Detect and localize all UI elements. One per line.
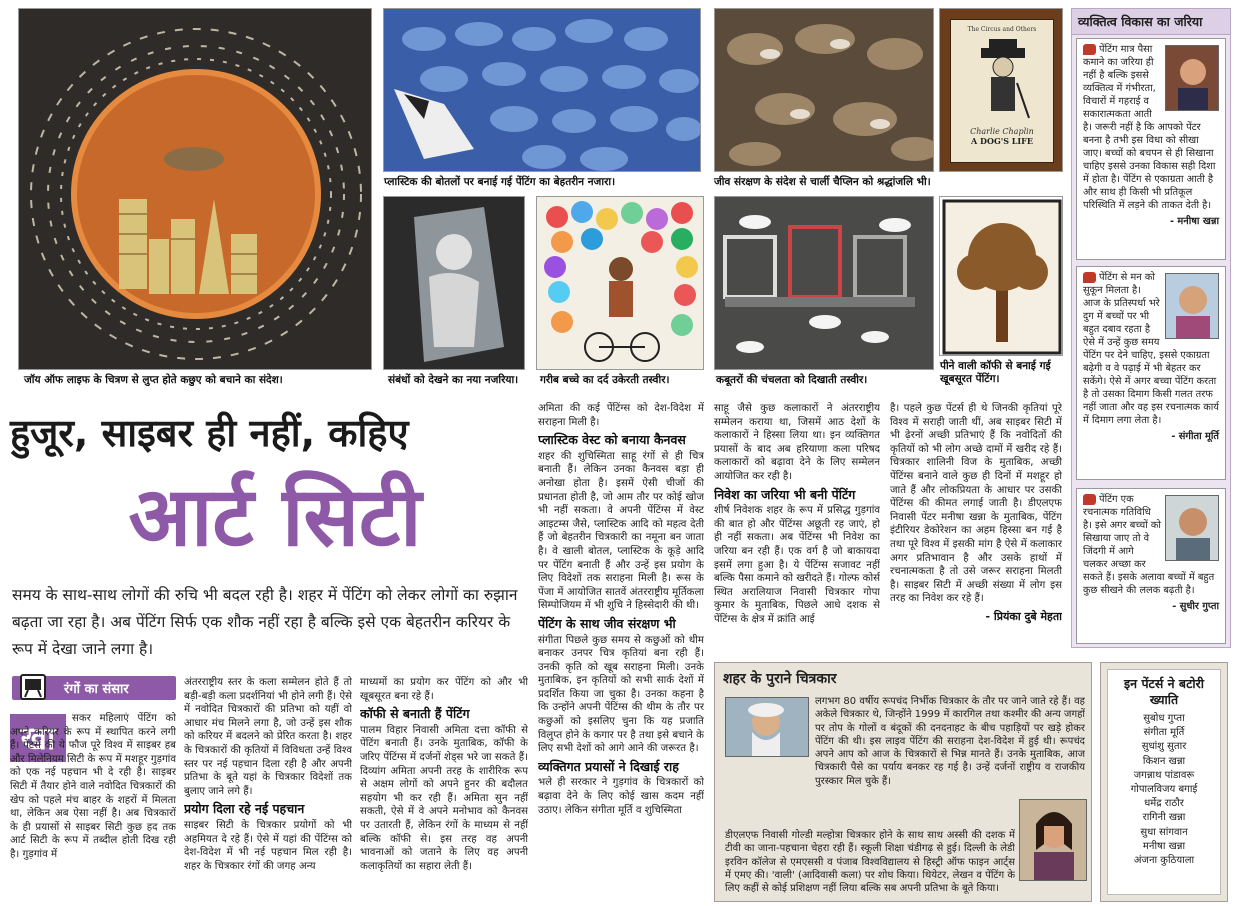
- headline-kicker: हुजूर, साइबर ही नहीं, कहिए: [10, 411, 409, 455]
- bottles-painting-caption: प्लास्टिक की बोतलों पर बनाई गई पेंटिंग का बेहतरीन नजारा।: [384, 176, 616, 188]
- body-text: संगीता पिछले कुछ समय से कछुओं को थीम बनाकर उनपर चित्र कृतियां बना रही हैं। उनकी कृति को खूब सराहना मिली। उनके मुताबिक, इन कृतियों को सभी सार्क देशों में प्रदर्शित किया जा चुका है। उनका कहना है कि उन्होंने अपनी पेंटिंग्स की थीम के तौर पर कछुओं को इसलिए चुना कि यह प्रजाति विलुप्त होने के कगार पर है तथा इसे बचाने के लिए सभी देशों को आगे आने की जरूरत है।: [538, 634, 704, 755]
- manisha-photo: [1165, 45, 1219, 111]
- painter-name: रागिनी खन्ना: [1142, 812, 1186, 824]
- section-label: रंगों का संसार: [64, 682, 129, 697]
- body-text: लगभग 80 वर्षीय रूपचंद निर्भीक चित्रकार के तौर पर जाने जाते रहे हैं। वह अकेले चित्रकार थे, जिन्होंने 1999 में कारगिल तथा कश्मीर की अन्य जगहों पर तोप के गोलों व बंदूकों की दनदनाहट के बीच पहाड़ियों पर खड़े होकर पेंटिंग की थी। इस लाइव पेंटिंग की सराहना देश-विदेश में हुई थी। रूपचंद अपने आप को आज के चित्रकारों से भिन्न मानते हैं। उनके मुताबिक, आज चित्रकारी पैसे का पर्याय बनकर रह गई है। उन्हें दर्जनों राष्ट्रीय व राजकीय पुरस्कार मिल चुके हैं।: [815, 696, 1085, 787]
- section-label-bar: [12, 676, 176, 700]
- quote-signature: - सुधीर गुप्ता: [1172, 601, 1219, 612]
- headline-main: आर्ट सिटी: [128, 470, 422, 565]
- goldie-text: [725, 829, 1015, 899]
- quote-icon: [1083, 272, 1096, 283]
- famous-painters-inner: [1107, 669, 1221, 895]
- body-text: माध्यमों का प्रयोग कर पेंटिंग को और भी खूबसूरत बना रहे हैं।: [360, 677, 528, 702]
- body-column-4: [538, 402, 704, 902]
- byline: - प्रियंका दुबे मेहता: [985, 609, 1062, 623]
- quote-text: पेंटिंग मात्र पैसा कमाने का जरिया ही नहीं है बल्कि इससे व्यक्तित्व में गंभीरता, विचारों में गहराई व सकारात्मकता आती है। जरूरी नहीं है कि आपको पेंटर बनना है तभी इस विधा को सीखा जाए। बच्चों को बचपन से ही सिखाना चाहिए इससे उनका विकास सही दिशा में होता है। पेंटिंग से एकाग्रता आती है और साथ ही किसी भी प्रतिकूल परिस्थिति में लड़ने की ताकत देती है।: [1083, 44, 1216, 211]
- quote-text: पेंटिंग से मन को सुकून मिलता है। आज के प्रतिस्पर्धा भरे दुग में बच्चों पर भी बहुत दबाव रहता है ऐसे में उन्हें कुछ समय पेंटिंग पर देने चाहिए, इससे एकाग्रता बढ़ेगी व वे पढ़ाई में भी बेहतर कर सकेंगे। ऐसे में अगर बच्चा पेंटिंग करता है तो उसका दिमाग किसी गलत तरफ नहीं जाता और वह इस रचनात्मक कार्य में दिमाग लगा लेता है।: [1083, 272, 1219, 426]
- quote-signature: - संगीता मूर्ति: [1171, 431, 1219, 442]
- painter-name: अंजना कुठियाला: [1133, 855, 1195, 867]
- subhead: कॉफी से बनाती हैं पेंटिंग: [360, 706, 470, 722]
- roopchand-photo: [725, 697, 809, 757]
- body-text: साइबर सिटी के चित्रकार प्रयोगों को भी अहमियत दे रहे हैं। ऐसे में यहां की पेंटिंग्स को देश-विदेश में भी नई पहचान मिल रही है। शहर के चित्रकार रंगों की जगह अन्य: [184, 819, 352, 872]
- painter-name: धर्मेद्र राठौर: [1144, 798, 1184, 810]
- body-column-3: [360, 676, 528, 902]
- chaplin-poster-sub: A DOG'S LIFE: [971, 136, 1033, 146]
- chaplin-poster-title: The Circus and Others: [967, 26, 1037, 33]
- famous-painters-box: [1100, 662, 1228, 902]
- quote-sangeeta: [1076, 266, 1226, 480]
- body-text: शहर की शुचिस्मिता साहू रंगों से ही चित्र बनाती हैं। लेकिन उनका कैनवस बड़ा ही अनोखा होता है। इसमें ऐसी चीजों की प्रधानता होती है, जो आम तौर पर कोई खोज भी नहीं सकता। वे अपनी पेंटिंग्स में वेस्ट आइटम्स जैसे, प्लास्टिक आदि को महत्व देती हैं जो बेहतरीन चित्रकारी का नमूना बन जाता है। वे खाली बोतल, प्लास्टिक के कूड़े आदि पर पेंटिंग बनाती हैं और उन्हें इस प्रयोग के लिए विदेशों तक सराहना मिली है। रूस के पेंजा में आयोजित सातवें अंतरराष्ट्रीय मूर्तिकला सिम्पोजियम में भी शुचि ने हिस्सेदारी की थी।: [538, 450, 704, 612]
- painter-name: सुधांशु सुतार: [1141, 741, 1187, 753]
- turtle-painting-image: [18, 8, 372, 370]
- chaplin-caption: जीव संरक्षण के संदेश से चार्ली चैप्लिन को श्रद्धांजलि भी।: [714, 176, 931, 188]
- turtle-painting-caption: जॉय ऑफ लाइफ के चित्रण से लुप्त होते कछुए को बचाने का संदेश।: [24, 374, 283, 386]
- body-text: अमिता की कई पेंटिंग्स को देश-विदेश में सराहना मिली है।: [538, 403, 704, 428]
- sidebar-title: व्यक्तित्व विकास का जरिया: [1072, 9, 1230, 35]
- pigeons-painting-image: [714, 196, 934, 370]
- body-text: सकर महिलाएं पेंटिंग को अपने करियर के रूप में स्थापित करने लगी हैं। पेंटर्स की ये फौज पूरे विश्व में साइबर हब और मिलेनियम सिटी के रूप में मशहूर गुड़गांव को एक नई पहचान भी दे रही है। साइबर सिटी में तैयार होने वाले नवोदित चित्रकारों की खेप को पहले मंच बाहर के शहरों में मिलता था, लेकिन अब ऐसा नहीं है। अब चित्रकारों के ही प्रयासों से साइबर सिटी कुछ हद तक आर्ट सिटी के रूप में तब्दील होती दिख रही है। गुड़गांव में: [10, 713, 176, 860]
- child-caption: गरीब बच्चे का दर्द उकेरती तस्वीर।: [540, 374, 670, 386]
- painter-name: किशन खन्ना: [1142, 755, 1186, 767]
- relations-painting-image: [383, 196, 525, 370]
- goldie-photo: [1019, 799, 1087, 881]
- painter-name: गोपालविजय बगाई: [1130, 784, 1198, 796]
- painter-name: संगीता मूर्ति: [1143, 727, 1185, 739]
- coffee-caption: पीने वाली कॉफी से बनाई गई खूबसूरत पेंटिंग।: [940, 360, 1051, 385]
- child-painting-image: [536, 196, 704, 370]
- body-column-2: [184, 676, 352, 902]
- sudhir-photo: [1165, 495, 1219, 561]
- subhead: प्रयोग दिला रहे नई पहचान: [184, 801, 305, 817]
- old-painters-box: [714, 662, 1092, 902]
- subhead: पेंटिंग के साथ जीव संरक्षण भी: [538, 615, 676, 631]
- body-column-1: [10, 712, 176, 902]
- squirrels-painting-image: [714, 8, 934, 172]
- headline-deck: समय के साथ-साथ लोगों की रुचि भी बदल रही है। शहर में पेंटिंग को लेकर लोगों का रुझान बढ़ता जा रहा है। अब पेंटिंग सिर्फ एक शौक नहीं रहा है बल्कि इसे एक बेहतरीन करियर के रूप में देखा जाने लगा है।: [12, 586, 518, 658]
- quote-sudhir: [1076, 488, 1226, 644]
- painters-list: [1108, 712, 1220, 868]
- subhead: निवेश का जरिया भी बनी पेंटिंग: [714, 486, 856, 502]
- painter-name: सुधा सांगवान: [1140, 826, 1188, 838]
- painter-name: सुबोध गुप्ता: [1143, 713, 1185, 724]
- drop-cap: खा: [10, 714, 66, 762]
- body-text: अंतरराष्ट्रीय स्तर के कला सम्मेलन होते हैं तो बड़ी-बड़ी कला प्रदर्शनियां भी होने लगी हैं। ऐसे में नवोदित चित्रकारों की प्रतिभा को यहीं वो आधार मंच मिलने लगा है, जो उन्हें इस शौक को करियर में बदलने को प्रेरित करता है। शहर के चित्रकारों की कृतियों में विविधता उन्हें विश्व स्तर पर नई पहचान दिला रही है और अपनी प्रतिभा के बूते यहां के चित्रकार विदेशों तक बुलाए जाने लगे हैं।: [184, 677, 352, 797]
- famous-painters-title: इन पेंटर्स ने बटोरी ख्याति: [1124, 676, 1204, 707]
- chaplin-frame-image: [939, 8, 1063, 172]
- quote-text: पेंटिंग एक रचनात्मक गतिविधि है। इसे अगर बच्चों को सिखाया जाए तो वे जिंदगी में आगे चलकर अच्छा कर सकते हैं। इसके अलावा बच्चों में बहुत कुछ सीखने की ललक बढ़ती है।: [1083, 494, 1215, 596]
- bottles-painting-image: [383, 8, 701, 172]
- painter-name: जगन्नाथ पांडावरू: [1133, 769, 1195, 781]
- coffee-painting-image: [939, 196, 1063, 356]
- body-text: शीर्ष निवेशक शहर के रूप में प्रसिद्ध गुड़गांव की बात हो और पेंटिंग्स अछूती रह जाएं, हो ही नहीं सकता। अब पेंटिंग्स भी निवेश का जरिया बन रही हैं। एक वर्ग है जो बाकायदा इसमें लगा हुआ है। ये पेंटिंग्स सजावट नहीं बल्कि पैसा कमाने को खरीदते हैं। गोल्फ कोर्स स्थित अरालियाज निवासी चित्रकार गोपा कुमार के मुताबिक, पिछले आधे दशक से पेंटिंग्स के क्षेत्र में क्रांति आई: [714, 505, 880, 625]
- quote-icon: [1083, 494, 1096, 505]
- chaplin-poster-name: Charlie Chaplin: [970, 127, 1034, 136]
- body-text: पालम विहार निवासी अमिता दत्ता कॉफी से पेंटिंग बनाती हैं। उनके मुताबिक, कॉफी के जरिए पेंटिंग्स में दर्जनों शेड्स भरे जा सकते हैं। दिव्यांग अमिता अपनी तरह के शारीरिक रूप से अक्षम लोगों को अपने हुनर की बदौलत सहयोग भी कर रही हैं। अमिता सुन नहीं सकती, ऐसे में वे अपने मनोभाव को कैनवस पर उतारती हैं, लेकिन रंगों के माध्यम से नहीं बल्कि कॉफी से। इस तरह वह अपनी भावनाओं को जताने के लिए वह अपनी कलाकृतियों का सहारा लेती हैं।: [360, 724, 528, 872]
- relations-caption: संबंधों को देखने का नया नजरिया।: [388, 374, 519, 386]
- body-text: भले ही सरकार ने गुड़गांव के चित्रकारों को बढ़ावा देने के लिए कोई खास कदम नहीं उठाए। लेकिन संगीता मूर्ति व शुचिस्मिता: [538, 777, 704, 816]
- quote-manisha: [1076, 38, 1226, 260]
- body-column-6: [890, 402, 1062, 652]
- body-text: साहू जैसे कुछ कलाकारों ने अंतरराष्ट्रीय सम्मेलन कराया था, जिसमें आठ देशों के कलाकारों ने हिस्सा लिया था। इन व्यक्तिगत प्रयासों के बाद अब हरियाणा कला परिषद कलाकारों को बढ़ावा देने के लिए सम्मेलन आयोजित कर रही है।: [714, 403, 880, 482]
- subhead: प्लास्टिक वेस्ट को बनाया कैनवस: [538, 432, 686, 448]
- body-text: है। पहले कुछ पेंटर्स ही थे जिनकी कृतियां पूरे विश्व में सराही जाती थीं, अब साइबर सिटी में भी ढ़ेरनों अच्छी प्रतिभाएं हैं कि नवोदितों की कृतियों को भी लोग अच्छे दामों में खरीद रहे हैं। चित्रकार शालिनी विज के मुताबिक, अच्छी पेंटिंग्स बनाने वाले कुछ ही दिनों में मशहूर हो जाते हैं और लोकप्रियता के आधार पर उसकी पेंटिंग्स की कीमत लगाई जाती है। डीएलएफ निवासी पेंटर मनीषा खन्ना के मुताबिक, पेंटिंग इंटीरियर डेकोरेशन का अहम हिस्सा बन गई है तथा पूरे विश्व में इसकी मांग है ऐसे में कलाकार अगर प्रतिभावान है और उसके हाथों में रचनात्मकता है तो उसे जरूर सराहना मिलती है। साइबर सिटी में अच्छी संख्या में लोग इस तरह का निवेश कर रहे हैं।: [890, 403, 1062, 605]
- body-text: डीएलएफ निवासी गोल्डी मल्होत्रा चित्रकार होने के साथ साथ अस्सी की दशक में टीवी का जाना-पहचाना चेहरा रही हैं। स्कूली शिक्षा चंडीगढ़ से हुई। दिल्ली के लेडी इरविन कॉलेज से एमएससी व पंजाब विश्वविद्यालय से हिस्ट्री ऑफ फाइन आर्ट्स में एमए की। 'वाली' (आदिवासी कला) पर शोध किया। थियेटर, लेखन व पेंटिंग के लिए कहीं से कोई प्रशिक्षण नहीं लिया बल्कि सब अपनी प्रतिभा के बूते किया।: [725, 830, 1015, 895]
- easel-icon: [20, 674, 46, 700]
- painter-name: मनीषा खन्ना: [1142, 840, 1186, 852]
- subhead: व्यक्तिगत प्रयासों ने दिखाई राह: [538, 758, 679, 774]
- body-column-5: [714, 402, 880, 652]
- quote-icon: [1083, 44, 1096, 55]
- pigeons-caption: कबूतरों की चंचलता को दिखाती तस्वीर।: [716, 374, 868, 386]
- quote-signature: - मनीषा खन्ना: [1169, 216, 1219, 227]
- old-painters-title: शहर के पुराने चित्रकार: [723, 671, 837, 687]
- sangeeta-photo: [1165, 273, 1219, 339]
